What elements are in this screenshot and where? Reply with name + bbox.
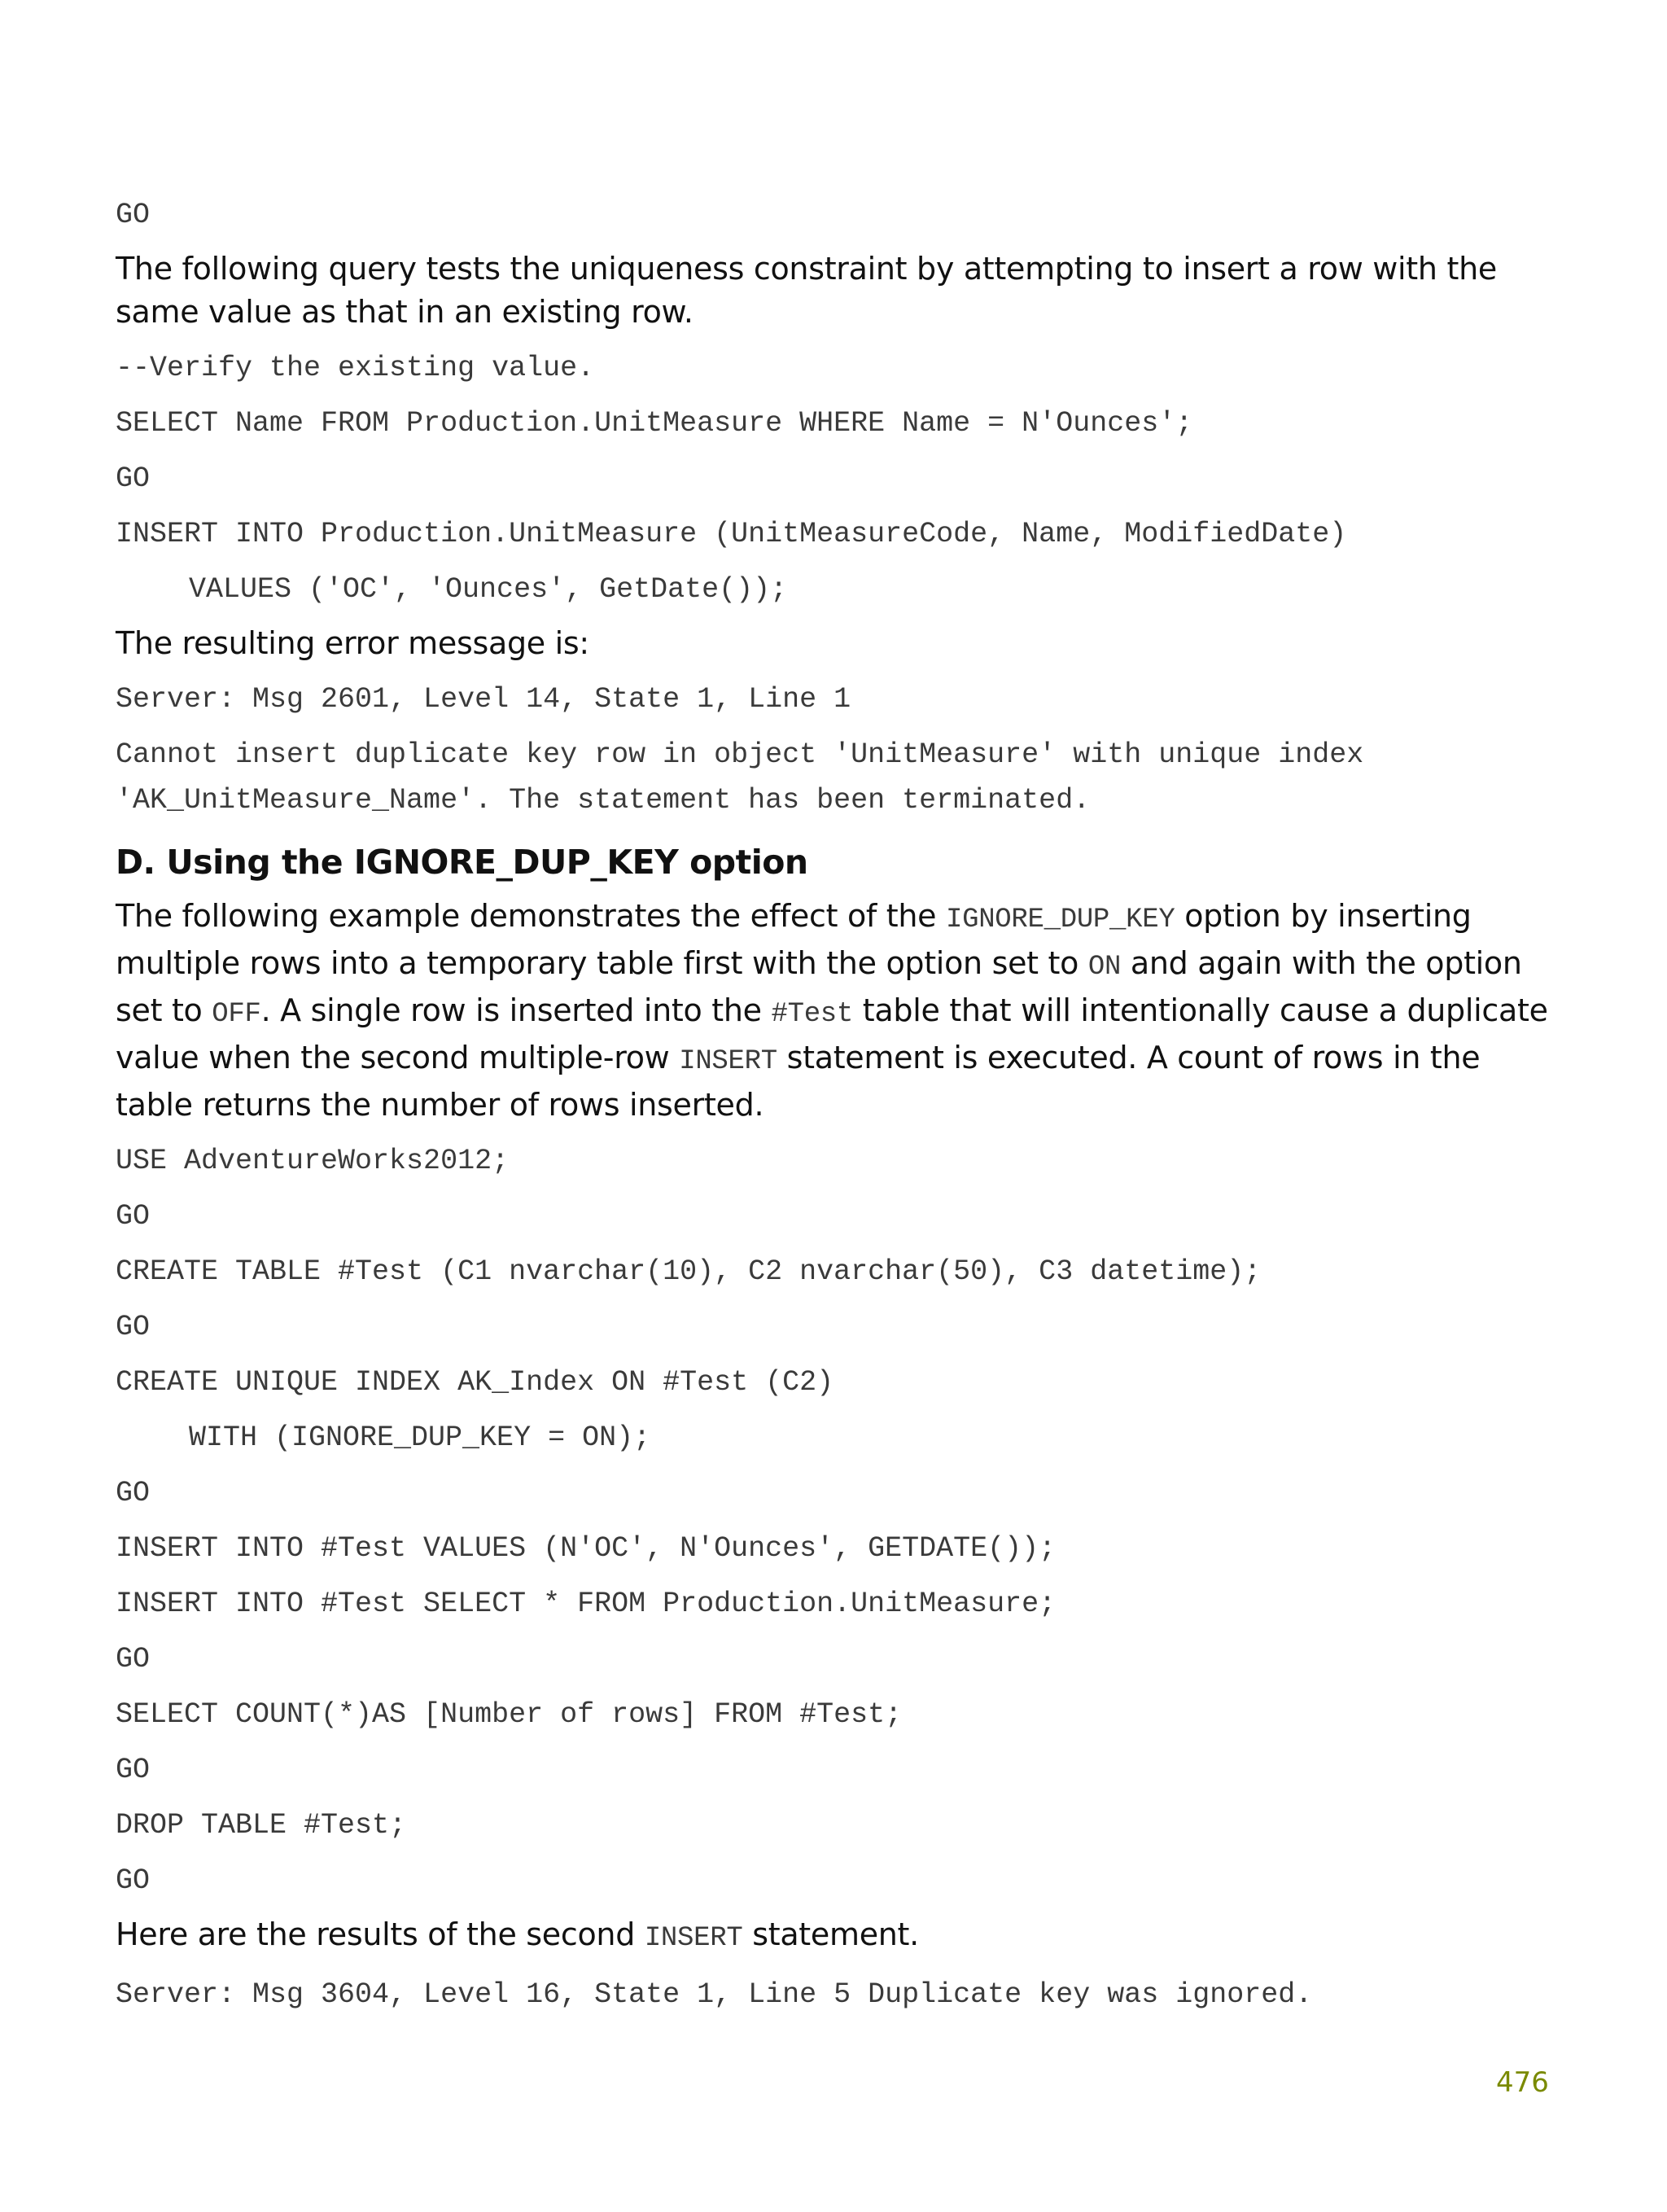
code-line: CREATE UNIQUE INDEX AK_Index ON #Test (C2) bbox=[116, 1366, 834, 1399]
code-line: USE AdventureWorks2012; bbox=[116, 1145, 510, 1177]
paragraph-ignore-dup-key bbox=[116, 895, 1564, 1127]
code-line: GO bbox=[116, 1311, 151, 1343]
code-line: GO bbox=[116, 1200, 151, 1233]
section-heading: D. Using the IGNORE_DUP_KEY option bbox=[116, 843, 808, 882]
text-run: statement is executed. A count of rows in the table returns the number of rows inserted. bbox=[116, 1040, 1481, 1123]
paragraph-error-intro: The resulting error message is: bbox=[116, 625, 589, 661]
code-line: WITH (IGNORE_DUP_KEY = ON); bbox=[189, 1421, 651, 1454]
code-line: SELECT Name FROM Production.UnitMeasure WHERE Name = N'Ounces'; bbox=[116, 407, 1193, 440]
code-line: Server: Msg 3604, Level 16, State 1, Line 5 Duplicate key was ignored. bbox=[116, 1978, 1313, 2011]
code-line: DROP TABLE #Test; bbox=[116, 1809, 407, 1842]
code-line: GO bbox=[116, 1754, 151, 1786]
code-line: INSERT INTO #Test SELECT * FROM Production.UnitMeasure; bbox=[116, 1588, 1057, 1620]
code-line: --Verify the existing value. bbox=[116, 352, 595, 384]
page-number: 476 bbox=[1496, 2066, 1549, 2099]
code-line: CREATE TABLE #Test (C1 nvarchar(10), C2 nvarchar(50), C3 datetime); bbox=[116, 1255, 1262, 1288]
code-line: GO bbox=[116, 462, 151, 495]
code-line: GO bbox=[116, 1477, 151, 1509]
text-run: The following example demonstrates the effect of the bbox=[116, 898, 946, 934]
text-run: . A single row is inserted into the bbox=[260, 992, 772, 1028]
inline-code: OFF bbox=[212, 999, 261, 1030]
code-line: GO bbox=[116, 1864, 151, 1897]
code-line: GO bbox=[116, 199, 151, 231]
inline-code: ON bbox=[1087, 952, 1122, 983]
code-line: INSERT INTO #Test VALUES (N'OC', N'Ounces', GETDATE()); bbox=[116, 1532, 1057, 1565]
inline-code: #Test bbox=[771, 999, 854, 1030]
paragraph-uniqueness-intro: The following query tests the uniqueness constraint by attempting to insert a row with the same value as that in an existing row. bbox=[116, 251, 1497, 330]
code-line: Server: Msg 2601, Level 14, State 1, Line 1 bbox=[116, 683, 851, 716]
text-run: and again with the option set to bbox=[116, 945, 1522, 1028]
paragraph-results-intro bbox=[116, 1913, 1564, 1960]
document-page bbox=[116, 192, 1564, 2027]
code-line: VALUES ('OC', 'Ounces', GetDate()); bbox=[189, 573, 788, 606]
text-run: option by inserting multiple rows into a temporary table first with the option set to bbox=[116, 898, 1472, 981]
code-line: SELECT COUNT(*)AS [Number of rows] FROM #Test; bbox=[116, 1698, 903, 1731]
code-line: GO bbox=[116, 1643, 151, 1675]
code-line: Cannot insert duplicate key row in object 'UnitMeasure' with unique index 'AK_UnitMeasure_Name'. The statement has been terminated. bbox=[116, 738, 1381, 817]
inline-code: INSERT bbox=[679, 1046, 777, 1077]
inline-code: INSERT bbox=[644, 1923, 743, 1954]
code-line: INSERT INTO Production.UnitMeasure (UnitMeasureCode, Name, ModifiedDate) bbox=[116, 518, 1347, 550]
text-run: Here are the results of the second bbox=[116, 1916, 645, 1952]
inline-code: IGNORE_DUP_KEY bbox=[946, 905, 1175, 935]
text-run: table that will intentionally cause a duplicate value when the second multiple-row bbox=[116, 992, 1548, 1075]
text-run: statement. bbox=[742, 1916, 919, 1952]
